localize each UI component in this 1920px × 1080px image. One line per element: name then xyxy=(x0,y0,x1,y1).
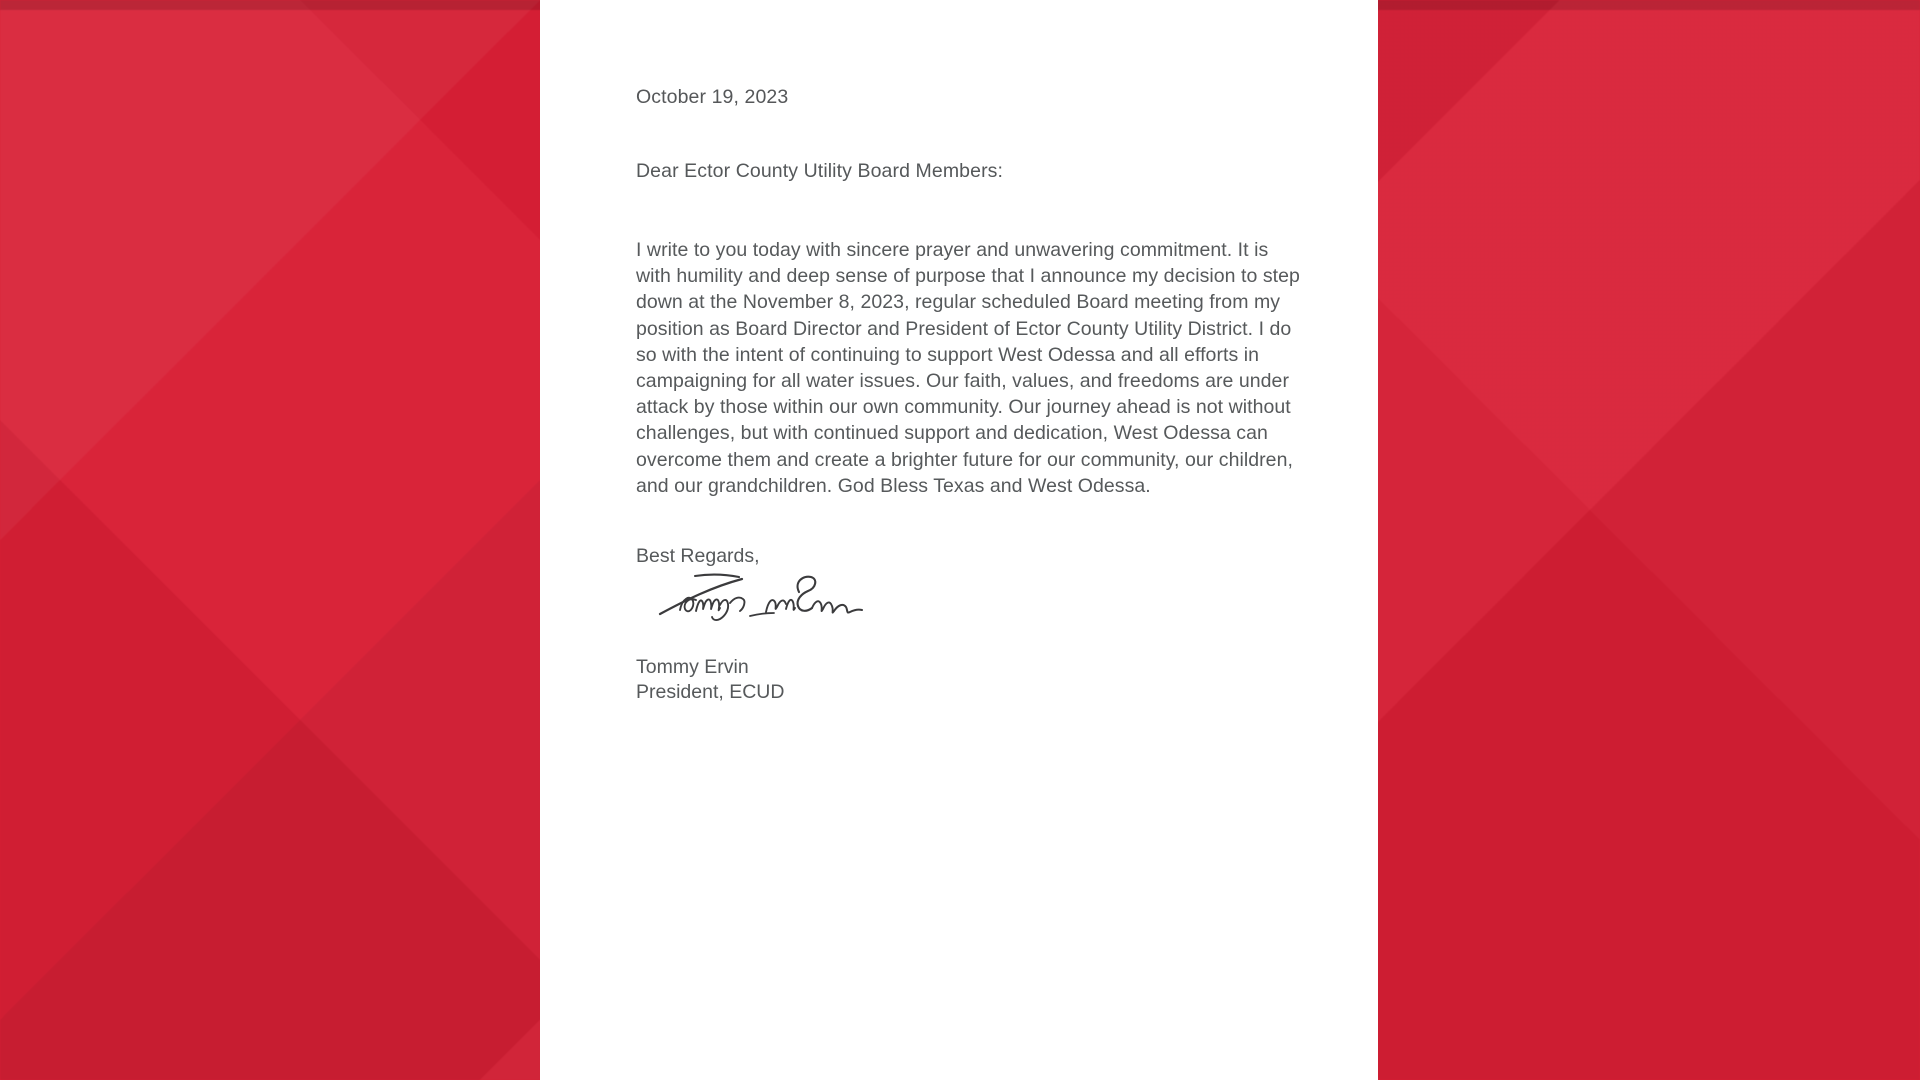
signer-name: Tommy Ervin xyxy=(636,656,749,678)
letter-page xyxy=(540,0,1378,1080)
signature-icon xyxy=(646,570,876,632)
letter-date: October 19, 2023 xyxy=(636,86,789,108)
letter-body-paragraph: I write to you today with sincere prayer and unwavering commitment. It is with humility and deep sense of purpose that I announce my decision to step down at the November 8, 2023, regular scheduled Board meeting from my position as Board Director and President of Ector County Utility District. I do so with the intent of continuing to support West Odessa and all efforts in campaigning for all water issues. Our faith, values, and freedoms are under attack by those within our own community. Our journey ahead is not without challenges, but with continued support and dedication, West Odessa can overcome them and create a brighter future for our community, our children, and our grandchildren. God Bless Texas and West Odessa. xyxy=(636,239,1300,497)
letter-closing: Best Regards, xyxy=(636,545,760,567)
signer-title: President, ECUD xyxy=(636,680,785,703)
signature-image xyxy=(646,570,876,632)
signer-block xyxy=(636,655,784,704)
letter-salutation: Dear Ector County Utility Board Members: xyxy=(636,160,1004,182)
